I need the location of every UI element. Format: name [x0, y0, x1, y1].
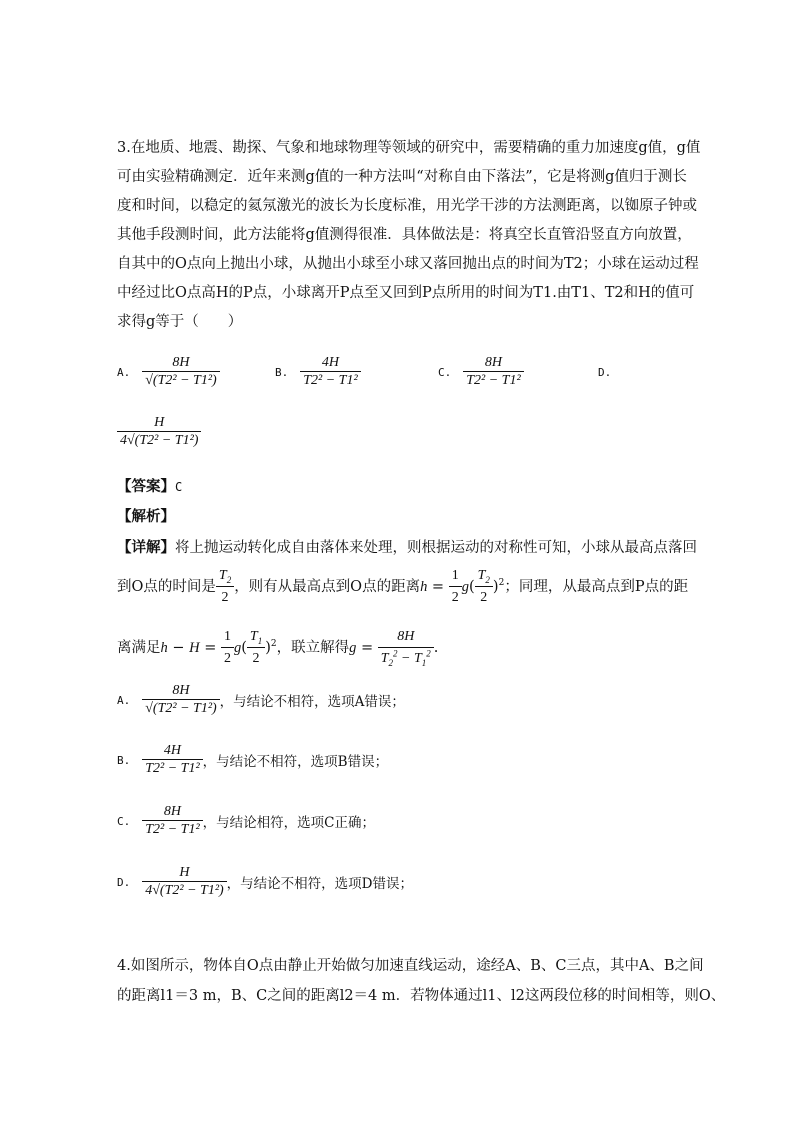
option-d-num: H [154, 415, 165, 430]
formula-t1-half: $\frac{T_1}{2}$ [247, 627, 265, 669]
review-b-formula [142, 743, 202, 777]
formula-half-b: $\frac{1}{2}$ [221, 627, 234, 669]
option-d-label-row [598, 366, 623, 379]
option-a-num: 8H [172, 355, 190, 370]
option-d [117, 415, 201, 449]
q4-line-1: 4.如图所示，物体自O点由静止开始做匀加速直线运动，途经A、B、C三点，其中A、B之间 [117, 958, 704, 974]
review-c [117, 804, 375, 838]
q3-line-3: 度和时间，以稳定的氦氖激光的波长为长度标准，用光学干涉的方法测距离，以铷原子钟或 [117, 198, 697, 214]
option-d-formula [117, 415, 201, 449]
option-c-num: 8H [484, 355, 503, 370]
option-c-den: T2² − T1² [463, 371, 523, 389]
formula-half-a: $\frac{1}{2}$ [449, 566, 462, 608]
review-b-label: B. [117, 753, 131, 767]
option-c-formula [463, 355, 523, 389]
detail-line-1 [117, 538, 697, 558]
q3-line-6: 中经过比O点高H的P点，小球离开P点至又回到P点所用的时间为T1.由T1、T2和H的值可 [117, 285, 695, 301]
review-a-formula [142, 683, 219, 717]
q3-line-2: 可由实验精确测定．近年来测g值的一种方法叫“对称自由下落法”，它是将测g值归于测长 [117, 169, 687, 185]
q3-line-5: 自其中的O点向上抛出小球，从抛出小球至小球又落回抛出点的时间为T2；小球在运动过程 [117, 256, 699, 272]
q3-line-1: 3.在地质、地震、勘探、气象和地球物理等领域的研究中，需要精确的重力加速度g值，g值 [117, 140, 701, 156]
q3-line-7: 求得g等于（ ） [117, 314, 243, 330]
detail-text-2a: 到O点的时间是 [117, 579, 216, 595]
formula-t2-half-b: $\frac{T_2}{2}$ [475, 566, 493, 608]
detail-line-2: 到O点的时间是 $\frac{T_2}{2}$ ，则有从最高点到O点的距离 h = $\frac{1}{2}$ g ( $\frac{T_2}{2}$ )$^2$ ；同理，从最高点到P点的距 [117, 566, 688, 608]
q4-line-2: 的距离l1＝3 m，B、C之间的距离l2＝4 m．若物体通过l1、l2这两段位移的时间相等，则O、 [117, 988, 726, 1004]
review-c-formula [142, 804, 202, 838]
review-a-num: 8H [172, 683, 190, 698]
option-b-formula [300, 355, 360, 389]
detail-text-3b: ，联立解得 [276, 640, 350, 656]
analysis-tag: 【解析】 [117, 508, 175, 525]
review-a-label: A. [117, 693, 131, 707]
review-c-num: 8H [163, 804, 182, 819]
review-b-text: ，与结论不相符，选项B错误； [202, 754, 389, 770]
option-a-den: √(T2² − T1²) [142, 371, 219, 389]
detail-text-3a: 离满足 [117, 640, 161, 656]
option-b-num: 4H [321, 355, 340, 370]
detail-text-1: 将上抛运动转化成自由落体来处理，则根据运动的对称性可知，小球从最高点落回 [175, 540, 697, 556]
option-b [275, 355, 361, 389]
option-a-formula [142, 355, 219, 389]
review-d-den: 4√(T2² − T1²) [142, 881, 226, 899]
review-d-formula [142, 865, 226, 899]
review-a-den: √(T2² − T1²) [142, 699, 219, 717]
answer-value: C [175, 480, 183, 494]
answer-tag: 【答案】 [117, 478, 175, 495]
detail-tag: 【详解】 [117, 539, 175, 556]
detail-text-2b: ，则有从最高点到O点的距离 [234, 579, 421, 595]
detail-line-3: 离满足 h − H = $\frac{1}{2}$ g ( $\frac{T_1}{2}$ )$^2$ ，联立解得 g = $\frac{8H}{T_2^2 - T_1^2}$ . [117, 629, 439, 668]
review-a [117, 683, 405, 717]
review-b [117, 743, 388, 777]
option-b-label: B. [275, 365, 289, 379]
formula-h-eq: h [420, 579, 428, 595]
review-b-num: 4H [163, 743, 182, 758]
review-d-num: H [179, 865, 190, 880]
review-d [117, 865, 413, 899]
option-c [438, 355, 524, 389]
review-c-label: C. [117, 814, 131, 828]
review-c-den: T2² − T1² [142, 820, 202, 838]
formula-t2-half: $\frac{T_2}{2}$ [216, 566, 234, 608]
detail-text-2c: ；同理，从最高点到P点的距 [504, 579, 689, 595]
review-d-text: ，与结论不相符，选项D错误； [226, 876, 413, 892]
option-d-label: D. [598, 366, 612, 379]
answer-row [117, 477, 182, 497]
detail-text-3c: . [433, 640, 439, 656]
option-a [117, 355, 220, 389]
option-b-den: T2² − T1² [300, 371, 360, 389]
review-c-text: ，与结论相符，选项C正确； [202, 815, 376, 831]
option-a-label: A. [117, 365, 131, 379]
review-a-text: ，与结论不相符，选项A错误； [219, 694, 405, 710]
q3-line-4: 其他手段测时间，此方法能将g值测得很准．具体做法是：将真空长直管沿竖直方向放置， [117, 227, 692, 243]
review-b-den: T2² − T1² [142, 759, 202, 777]
option-d-den: 4√(T2² − T1²) [117, 431, 201, 449]
option-c-label: C. [438, 365, 452, 379]
review-d-label: D. [117, 875, 131, 889]
formula-result: $\frac{8H}{T_2^2 - T_1^2}$ [378, 627, 434, 669]
